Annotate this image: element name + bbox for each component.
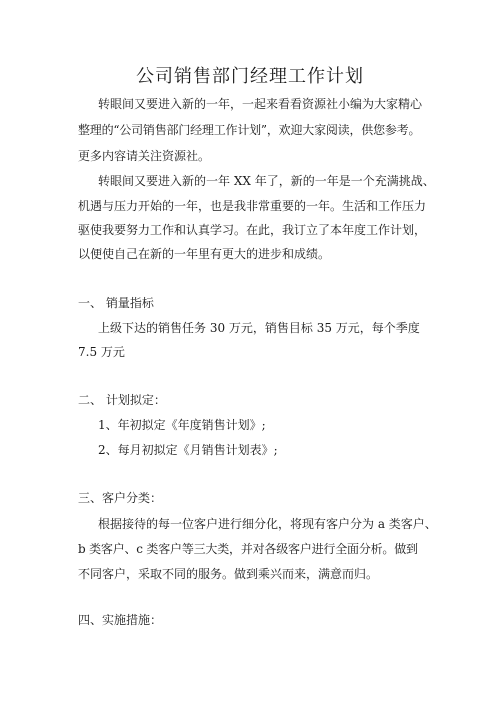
section-line: 上级下达的销售任务 30 万元，销售目标 35 万元，每个季度 [98, 321, 420, 335]
paragraph-line: 驱使我要努力工作和认真学习。在此，我订立了本年度工作计划， [78, 223, 427, 237]
section-heading: 一、 销量指标 [78, 296, 154, 310]
document-title: 公司销售部门经理工作计划 [136, 66, 364, 87]
intro-line: 转眼间又要进入新的一年，一起来看看资源社小编为大家精心 [98, 97, 423, 111]
paragraph-line: 机遇与压力开始的一年，也是我非常重要的一年。生活和工作压力 [78, 199, 427, 213]
intro-line: 更多内容请关注资源社。 [78, 149, 211, 163]
section-line: b 类客户、c 类客户等三大类，并对各级客户进行全面分析。做到 [78, 542, 418, 556]
intro-line: 整理的“公司销售部门经理工作计划”，欢迎大家阅读，供您参考。 [78, 123, 421, 137]
list-item: 2、每月初拟定《月销售计划表》; [98, 443, 278, 457]
section-heading: 四、实施措施： [78, 613, 163, 627]
section-line: 根据接待的每一位客户进行细分化，将现有客户分为 a 类客户、 [98, 517, 437, 531]
paragraph-line: 转眼间又要进入新的一年 XX 年了，新的一年是一个充满挑战、 [98, 174, 435, 188]
section-heading: 二、 计划拟定： [78, 393, 166, 407]
paragraph-line: 以便使自己在新的一年里有更大的进步和成绩。 [78, 247, 331, 261]
section-line: 不同客户，采取不同的服务。做到乘兴而来，满意而归。 [78, 567, 379, 581]
section-line: 7.5 万元 [78, 345, 125, 359]
list-item: 1、年初拟定《年度销售计划》; [98, 418, 266, 432]
section-heading: 三、客户分类： [78, 491, 163, 505]
